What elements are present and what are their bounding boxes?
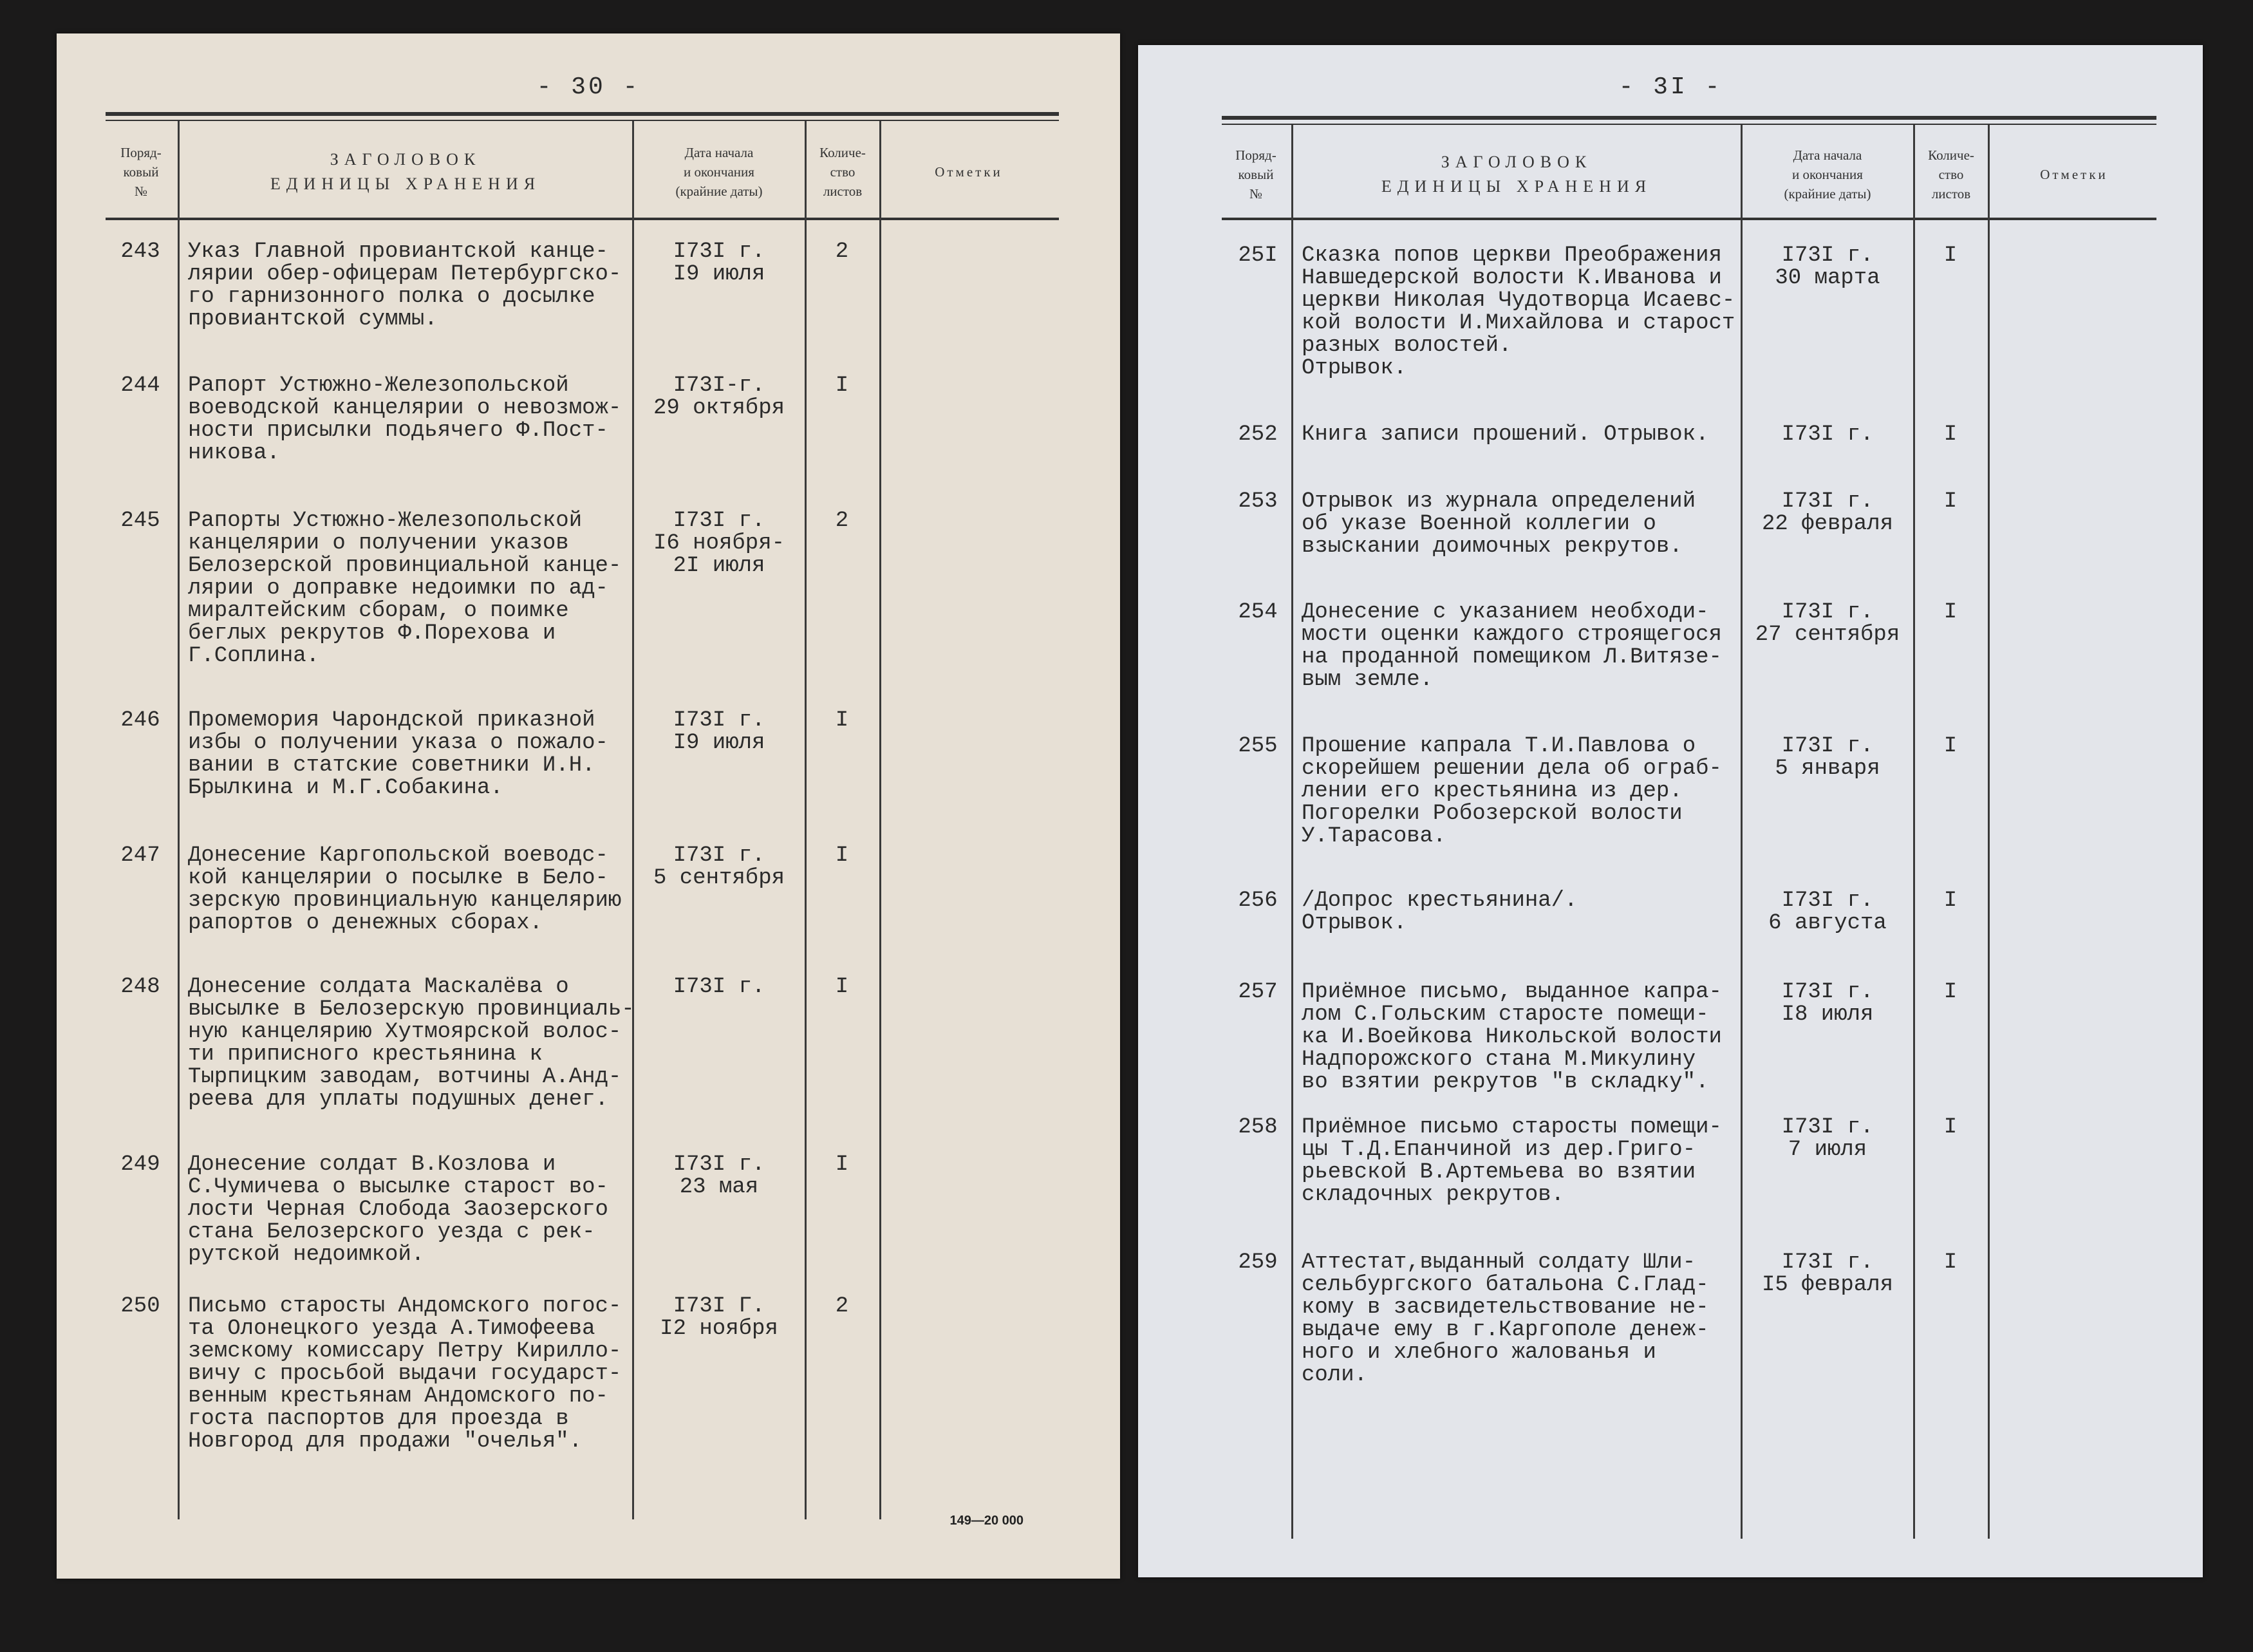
header-title: ЗАГОЛОВОК ЕДИНИЦЫ ХРАНЕНИЯ bbox=[270, 150, 541, 193]
header-bottom-rule bbox=[1222, 218, 2156, 220]
header-rule bbox=[1222, 116, 2156, 120]
row-title: Приёмное письмо, выданное капра- лом С.Гольским старосте помещи- ка И.Воейкова Никольской волости Надпорожского стана М.Микулину во взятии рекрутов "в складку". bbox=[1302, 980, 1722, 1094]
row-title: Книга записи прошений. Отрывок. bbox=[1302, 422, 1709, 447]
column-divider bbox=[632, 121, 634, 1519]
row-dates: I73I г. bbox=[673, 975, 765, 999]
row-number: 245 bbox=[120, 509, 160, 533]
row-sheet-count: I bbox=[1943, 600, 1958, 624]
row-sheet-count: I bbox=[835, 843, 849, 868]
row-sheet-count: 2 bbox=[835, 1294, 849, 1319]
column-divider bbox=[879, 121, 881, 1519]
row-title: Прошение капрала Т.И.Павлова о скорейшем решении дела об ограб- лении его крестьянина из дер. Погорелки Робозерской волости У.Тарасова. bbox=[1302, 734, 1722, 849]
row-title: Отрывок из журнала определений об указе Военной коллегии о взыскании доимочных рекрутов. bbox=[1302, 489, 1696, 559]
row-sheet-count: I bbox=[835, 1152, 849, 1177]
column-divider bbox=[1741, 125, 1743, 1539]
row-sheet-count: I bbox=[1943, 243, 1958, 268]
page-number: - 3I - bbox=[1618, 73, 1723, 101]
column-divider bbox=[1988, 125, 1990, 1539]
row-title: Аттестат,выданный солдату Шли- сельбургского батальона С.Глад- кому в засвидетельствование не- выдаче ему в г.Каргополе денеж- ного и хлебного жалованья и соли. bbox=[1302, 1250, 1709, 1387]
row-dates: I73I Г. I2 ноября bbox=[660, 1294, 778, 1341]
row-title: Донесение с указанием необходи- мости оценки каждого строящегося на проданной помещиком Л.Витязе- вым земле. bbox=[1302, 600, 1722, 692]
row-dates: I73I г. 22 февраля bbox=[1761, 489, 1894, 536]
row-title: Донесение солдат В.Козлова и С.Чумичева о высылке старост во- лости Черная Слобода Заозерского стана Белозерского уезда с рек- рутской недоимкой. bbox=[188, 1152, 608, 1267]
row-number: 248 bbox=[120, 975, 160, 999]
row-title: Рапорт Устюжно-Железопольской воеводской канцелярии о невозмож- ности присылки подьячего Ф.Пост- никова. bbox=[188, 373, 622, 465]
row-number: 252 bbox=[1238, 422, 1278, 447]
header-count: Количе- ство листов bbox=[1928, 147, 1974, 202]
row-number: 246 bbox=[120, 708, 160, 733]
row-sheet-count: I bbox=[1943, 888, 1958, 913]
row-sheet-count: I bbox=[1943, 489, 1958, 514]
header-bottom-rule bbox=[106, 218, 1059, 220]
row-title: Промемория Чарондской приказной избы о получении указа о пожало- вании в статские советники И.Н. Брылкина и М.Г.Собакина. bbox=[188, 708, 608, 800]
header-dates: Дата начала и окончания (крайние даты) bbox=[1784, 147, 1871, 202]
header-notes: Отметки bbox=[2040, 167, 2108, 182]
header-rule-thin bbox=[106, 120, 1059, 121]
row-number: 25I bbox=[1238, 243, 1278, 268]
header-number: Поряд- ковый № bbox=[1235, 147, 1276, 202]
row-dates: I73I г. 23 мая bbox=[673, 1152, 765, 1199]
row-sheet-count: I bbox=[835, 373, 849, 398]
row-title: Рапорты Устюжно-Железопольской канцелярии о получении указов Белозерской провинциальной канце- лярии о доправке недоимки по ад- миралтейским сборам, о поимке беглых рекрутов Ф.Порехова и Г.Соплина. bbox=[188, 509, 622, 668]
row-dates: I73I г. 5 сентября bbox=[653, 843, 785, 890]
archive-page-right bbox=[1138, 45, 2203, 1577]
row-dates: I73I г. 5 января bbox=[1775, 734, 1880, 781]
row-dates: I73I г. 27 сентября bbox=[1755, 600, 1900, 647]
row-sheet-count: I bbox=[1943, 422, 1958, 447]
row-title: /Допрос крестьянина/. Отрывок. bbox=[1302, 888, 1578, 935]
row-dates: I73I г. 6 августа bbox=[1768, 888, 1887, 935]
row-sheet-count: I bbox=[1943, 734, 1958, 758]
row-number: 254 bbox=[1238, 600, 1278, 624]
row-dates: I73I г. I8 июля bbox=[1781, 980, 1874, 1027]
header-count: Количе- ство листов bbox=[819, 145, 866, 199]
row-sheet-count: 2 bbox=[835, 509, 849, 533]
row-sheet-count: I bbox=[835, 708, 849, 733]
row-dates: I73I г. 7 июля bbox=[1781, 1115, 1874, 1162]
print-code: 149—20 000 bbox=[949, 1514, 1024, 1528]
row-title: Донесение Каргопольской воеводс- кой канцелярии о посылке в Бело- зерскую провинциальную канцелярию рапортов о денежных сборах. bbox=[188, 843, 622, 935]
row-sheet-count: I bbox=[835, 975, 849, 999]
row-number: 250 bbox=[120, 1294, 160, 1319]
row-sheet-count: 2 bbox=[835, 239, 849, 264]
row-sheet-count: I bbox=[1943, 980, 1958, 1004]
row-number: 253 bbox=[1238, 489, 1278, 514]
row-number: 255 bbox=[1238, 734, 1278, 758]
row-title: Письмо старосты Андомского погос- та Олонецкого уезда А.Тимофеева земскому комиссару Петру Кирилло- вичу с просьбой выдачи государст- венным крестьянам Андомского по- госта паспортов для проезда в Новгород для продажи "очелья". bbox=[188, 1294, 622, 1454]
row-dates: I73I г. I6 ноября- 2I июля bbox=[653, 509, 785, 578]
row-dates: I73I г. 30 марта bbox=[1775, 243, 1880, 290]
row-number: 247 bbox=[120, 843, 160, 868]
header-number: Поряд- ковый № bbox=[120, 145, 162, 199]
column-divider bbox=[1913, 125, 1915, 1539]
header-rule bbox=[106, 112, 1059, 116]
header-rule-thin bbox=[1222, 124, 2156, 125]
page-number: - 30 - bbox=[536, 73, 640, 101]
row-number: 244 bbox=[120, 373, 160, 398]
row-dates: I73I г. bbox=[1781, 422, 1874, 447]
row-sheet-count: I bbox=[1943, 1115, 1958, 1140]
column-divider bbox=[805, 121, 807, 1519]
header-title: ЗАГОЛОВОК ЕДИНИЦЫ ХРАНЕНИЯ bbox=[1381, 153, 1652, 196]
header-dates: Дата начала и окончания (крайние даты) bbox=[675, 145, 763, 199]
row-number: 259 bbox=[1238, 1250, 1278, 1275]
row-sheet-count: I bbox=[1943, 1250, 1958, 1275]
row-number: 257 bbox=[1238, 980, 1278, 1004]
archive-page-left bbox=[57, 33, 1120, 1579]
row-dates: I73I г. I9 июля bbox=[673, 708, 765, 755]
row-dates: I73I г. I5 февраля bbox=[1761, 1250, 1894, 1297]
row-number: 256 bbox=[1238, 888, 1278, 913]
row-dates: I73I-г. 29 октября bbox=[653, 373, 785, 420]
row-title: Сказка попов церкви Преображения Навшедерской волости К.Иванова и церкви Николая Чудотворца Исаевс- кой волости И.Михайлова и старост разных волостей. Отрывок. bbox=[1302, 243, 1735, 380]
header-notes: Отметки bbox=[935, 164, 1003, 180]
row-title: Указ Главной провиантской канце- лярии обер-офицерам Петербургско- го гарнизонного полка о досылке провиантской суммы. bbox=[188, 239, 622, 332]
row-number: 243 bbox=[120, 239, 160, 264]
row-number: 249 bbox=[120, 1152, 160, 1177]
row-title: Приёмное письмо старосты помещи- цы Т.Д.Епанчиной из дер.Григо- рьевской В.Артемьева во взятии складочных рекрутов. bbox=[1302, 1115, 1722, 1207]
column-divider bbox=[1291, 125, 1293, 1539]
row-title: Донесение солдата Маскалёва о высылке в Белозерскую провинциаль- ную канцелярию Хутмоярской волос- ти приписного крестьянина к Тырпицким заводам, вотчины А.Анд- реева для уплаты подушных денег. bbox=[188, 975, 635, 1112]
row-number: 258 bbox=[1238, 1115, 1278, 1140]
row-dates: I73I г. I9 июля bbox=[673, 239, 765, 286]
